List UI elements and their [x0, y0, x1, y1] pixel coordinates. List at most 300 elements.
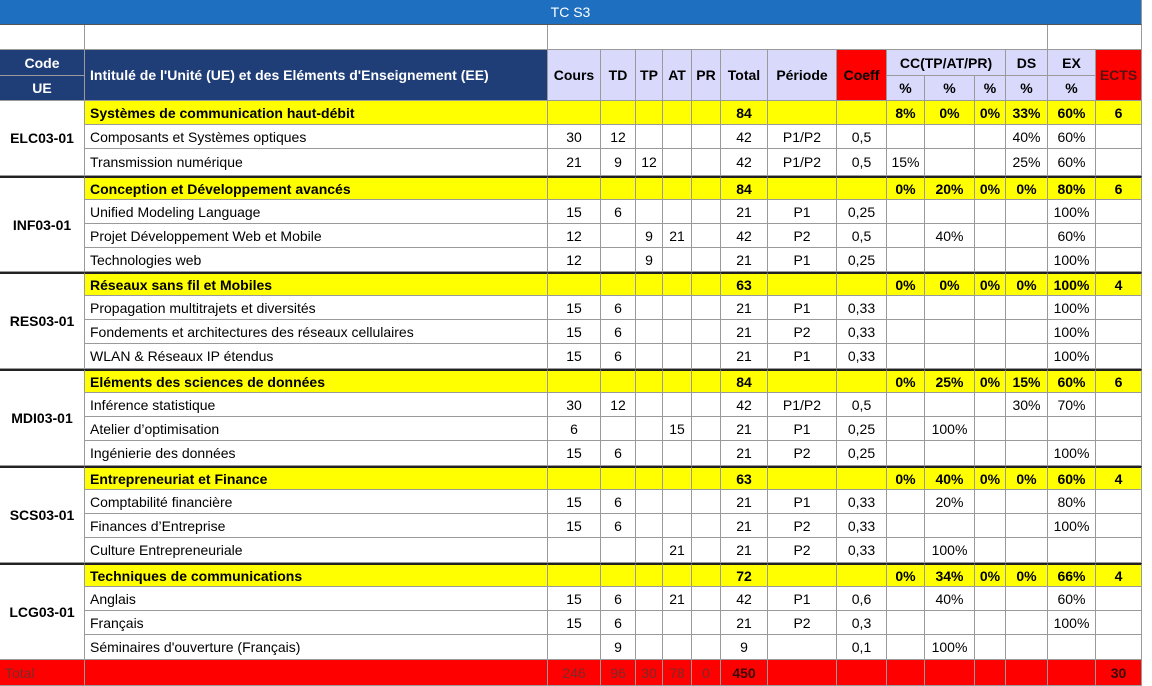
ee-cell-periode[interactable]: P1 — [768, 200, 837, 224]
ue-title[interactable]: Techniques de communications — [85, 563, 548, 587]
sheet-title[interactable]: TC S3 — [0, 0, 1142, 25]
ee-cell-td[interactable] — [601, 417, 636, 441]
ue-cell-coeff[interactable] — [837, 369, 887, 393]
ee-cell-cours[interactable]: 15 — [548, 611, 601, 635]
ee-cell-ds[interactable] — [1006, 296, 1048, 320]
ue-cell-at[interactable] — [663, 466, 692, 490]
ee-cell-td[interactable]: 6 — [601, 320, 636, 344]
ee-cell-total[interactable]: 42 — [721, 587, 768, 611]
ue-cell-ects[interactable]: 6 — [1096, 176, 1142, 200]
ee-cell-total[interactable]: 21 — [721, 417, 768, 441]
ue-code[interactable]: INF03-01 — [0, 176, 85, 272]
ee-cell-at[interactable] — [663, 248, 692, 272]
header-periode[interactable]: Période — [768, 50, 837, 101]
ee-cell-td[interactable]: 6 — [601, 296, 636, 320]
ee-cell-total[interactable]: 21 — [721, 248, 768, 272]
header-at[interactable]: AT — [663, 50, 692, 101]
ue-cell-cc2[interactable]: 25% — [925, 369, 975, 393]
ee-cell-tp[interactable] — [636, 296, 663, 320]
header-tp[interactable]: TP — [636, 50, 663, 101]
ee-cell-ds[interactable] — [1006, 635, 1048, 660]
ee-cell-tp[interactable] — [636, 587, 663, 611]
ee-cell-tp[interactable] — [636, 538, 663, 563]
ee-cell-cc1[interactable] — [887, 248, 925, 272]
ee-cell-cc2[interactable] — [925, 611, 975, 635]
ee-cell-at[interactable] — [663, 490, 692, 514]
ee-cell-total[interactable]: 21 — [721, 344, 768, 369]
ee-cell-coeff[interactable]: 0,5 — [837, 393, 887, 417]
ue-cell-cc1[interactable]: 0% — [887, 466, 925, 490]
ee-cell-cc2[interactable] — [925, 344, 975, 369]
ee-cell-ex[interactable] — [1048, 417, 1096, 441]
ue-cell-at[interactable] — [663, 369, 692, 393]
ee-cell-cc2[interactable] — [925, 200, 975, 224]
ee-cell-at[interactable]: 15 — [663, 417, 692, 441]
ee-cell-total[interactable]: 42 — [721, 224, 768, 248]
ue-cell-ex[interactable]: 66% — [1048, 563, 1096, 587]
ue-cell-tp[interactable] — [636, 563, 663, 587]
ue-cell-td[interactable] — [601, 176, 636, 200]
header-percent[interactable]: % — [975, 76, 1006, 101]
ee-cell-ds[interactable] — [1006, 248, 1048, 272]
ue-cell-periode[interactable] — [768, 369, 837, 393]
total-tp[interactable]: 30 — [636, 660, 663, 686]
ee-cell-cc1[interactable] — [887, 320, 925, 344]
ee-cell-pr[interactable] — [692, 248, 721, 272]
ee-cell-ex[interactable]: 100% — [1048, 248, 1096, 272]
ue-cell-ects[interactable]: 4 — [1096, 272, 1142, 296]
ue-cell-periode[interactable] — [768, 563, 837, 587]
ee-cell-td[interactable]: 12 — [601, 125, 636, 149]
ee-cell-td[interactable] — [601, 538, 636, 563]
ue-cell-cc2[interactable]: 0% — [925, 101, 975, 125]
ee-cell-pr[interactable] — [692, 587, 721, 611]
ee-cell-total[interactable]: 21 — [721, 320, 768, 344]
total-td[interactable]: 96 — [601, 660, 636, 686]
ee-cell-cours[interactable]: 30 — [548, 125, 601, 149]
ee-cell-tp[interactable]: 9 — [636, 248, 663, 272]
ue-title[interactable]: Systèmes de communication haut-débit — [85, 101, 548, 125]
ue-cell-cours[interactable] — [548, 101, 601, 125]
ee-cell-periode[interactable]: P2 — [768, 514, 837, 538]
ee-cell-cc3[interactable] — [975, 587, 1006, 611]
ee-cell-ects[interactable] — [1096, 248, 1142, 272]
ee-cell-periode[interactable]: P2 — [768, 441, 837, 466]
ee-cell-cc2[interactable]: 100% — [925, 635, 975, 660]
ee-cell-cc2[interactable] — [925, 248, 975, 272]
ue-cell-cc2[interactable]: 40% — [925, 466, 975, 490]
ee-cell-cours[interactable]: 15 — [548, 587, 601, 611]
ue-cell-pr[interactable] — [692, 369, 721, 393]
ee-cell-coeff[interactable]: 0,5 — [837, 224, 887, 248]
spacer-cell[interactable] — [85, 25, 548, 50]
ee-cell-at[interactable]: 21 — [663, 587, 692, 611]
ee-cell-periode[interactable]: P2 — [768, 538, 837, 563]
ee-cell-ects[interactable] — [1096, 149, 1142, 176]
ee-cell-coeff[interactable]: 0,33 — [837, 514, 887, 538]
ee-cell-cours[interactable] — [548, 538, 601, 563]
ee-cell-ex[interactable]: 100% — [1048, 344, 1096, 369]
ee-cell-cours[interactable]: 15 — [548, 296, 601, 320]
ue-cell-td[interactable] — [601, 369, 636, 393]
ee-cell-at[interactable]: 21 — [663, 538, 692, 563]
ee-cell-tp[interactable] — [636, 490, 663, 514]
ee-name[interactable]: Composants et Systèmes optiques — [85, 125, 548, 149]
ee-cell-at[interactable] — [663, 125, 692, 149]
ee-cell-cc2[interactable]: 20% — [925, 490, 975, 514]
ue-cell-tp[interactable] — [636, 101, 663, 125]
ee-name[interactable]: Fondements et architectures des réseaux cellulaires — [85, 320, 548, 344]
ee-cell-cc3[interactable] — [975, 320, 1006, 344]
total-cell[interactable] — [887, 660, 925, 686]
ee-cell-cc3[interactable] — [975, 611, 1006, 635]
total-label[interactable]: Total — [0, 660, 85, 686]
ee-name[interactable]: WLAN & Réseaux IP étendus — [85, 344, 548, 369]
ee-cell-td[interactable] — [601, 248, 636, 272]
total-cell[interactable] — [1006, 660, 1048, 686]
ee-cell-cc1[interactable] — [887, 441, 925, 466]
ee-cell-ds[interactable]: 30% — [1006, 393, 1048, 417]
ee-cell-cours[interactable] — [548, 635, 601, 660]
ue-cell-coeff[interactable] — [837, 101, 887, 125]
ee-cell-cours[interactable]: 12 — [548, 224, 601, 248]
ee-cell-ects[interactable] — [1096, 490, 1142, 514]
header-percent[interactable]: % — [1048, 76, 1096, 101]
ee-cell-cc1[interactable]: 15% — [887, 149, 925, 176]
ee-cell-cc3[interactable] — [975, 490, 1006, 514]
total-pr[interactable]: 0 — [692, 660, 721, 686]
ee-cell-ds[interactable]: 40% — [1006, 125, 1048, 149]
ee-cell-total[interactable]: 9 — [721, 635, 768, 660]
header-ex[interactable]: EX — [1048, 50, 1096, 76]
header-intitule[interactable]: Intitulé de l'Unité (UE) et des Eléments d'Enseignement (EE) — [85, 50, 548, 101]
ee-cell-pr[interactable] — [692, 611, 721, 635]
ee-cell-periode[interactable]: P2 — [768, 224, 837, 248]
ee-cell-cc2[interactable] — [925, 393, 975, 417]
ee-cell-ds[interactable] — [1006, 587, 1048, 611]
ee-name[interactable]: Culture Entrepreneuriale — [85, 538, 548, 563]
ee-cell-ex[interactable]: 60% — [1048, 149, 1096, 176]
ee-cell-cc3[interactable] — [975, 635, 1006, 660]
ee-cell-ds[interactable] — [1006, 490, 1048, 514]
ee-cell-ects[interactable] — [1096, 200, 1142, 224]
ee-cell-coeff[interactable]: 0,25 — [837, 441, 887, 466]
ee-cell-at[interactable] — [663, 611, 692, 635]
ue-cell-cours[interactable] — [548, 563, 601, 587]
ee-cell-pr[interactable] — [692, 149, 721, 176]
ee-cell-cours[interactable]: 15 — [548, 514, 601, 538]
ue-cell-cc3[interactable]: 0% — [975, 563, 1006, 587]
total-cell[interactable] — [1048, 660, 1096, 686]
ee-cell-cc1[interactable] — [887, 125, 925, 149]
ue-cell-tp[interactable] — [636, 466, 663, 490]
ee-cell-tp[interactable] — [636, 611, 663, 635]
ee-cell-ects[interactable] — [1096, 224, 1142, 248]
ee-cell-cc2[interactable] — [925, 149, 975, 176]
ue-cell-cc1[interactable]: 0% — [887, 176, 925, 200]
ee-cell-cours[interactable]: 15 — [548, 200, 601, 224]
ee-cell-cc1[interactable] — [887, 393, 925, 417]
ee-cell-cours[interactable]: 21 — [548, 149, 601, 176]
spacer-cell[interactable] — [1048, 25, 1142, 50]
ee-cell-pr[interactable] — [692, 125, 721, 149]
ue-cell-ex[interactable]: 100% — [1048, 272, 1096, 296]
ee-cell-ects[interactable] — [1096, 417, 1142, 441]
ee-cell-ects[interactable] — [1096, 611, 1142, 635]
ue-cell-cc3[interactable]: 0% — [975, 369, 1006, 393]
ee-cell-coeff[interactable]: 0,5 — [837, 125, 887, 149]
ee-cell-ds[interactable] — [1006, 441, 1048, 466]
ee-cell-ex[interactable] — [1048, 538, 1096, 563]
ee-cell-coeff[interactable]: 0,33 — [837, 296, 887, 320]
ee-cell-td[interactable]: 9 — [601, 149, 636, 176]
ue-cell-td[interactable] — [601, 272, 636, 296]
ee-cell-periode[interactable]: P1/P2 — [768, 149, 837, 176]
ee-cell-ex[interactable]: 100% — [1048, 514, 1096, 538]
ee-cell-pr[interactable] — [692, 320, 721, 344]
ee-cell-at[interactable] — [663, 393, 692, 417]
ee-cell-cc3[interactable] — [975, 149, 1006, 176]
total-cell[interactable] — [925, 660, 975, 686]
ee-cell-cc3[interactable] — [975, 417, 1006, 441]
ee-cell-total[interactable]: 42 — [721, 125, 768, 149]
ee-cell-td[interactable]: 9 — [601, 635, 636, 660]
ee-cell-total[interactable]: 21 — [721, 490, 768, 514]
ee-cell-td[interactable]: 6 — [601, 200, 636, 224]
ee-cell-pr[interactable] — [692, 296, 721, 320]
ue-cell-td[interactable] — [601, 101, 636, 125]
ee-cell-pr[interactable] — [692, 490, 721, 514]
ee-cell-coeff[interactable]: 0,33 — [837, 538, 887, 563]
header-cours[interactable]: Cours — [548, 50, 601, 101]
ee-cell-ects[interactable] — [1096, 393, 1142, 417]
ue-cell-cc1[interactable]: 0% — [887, 369, 925, 393]
ee-cell-tp[interactable] — [636, 393, 663, 417]
ee-cell-cours[interactable]: 15 — [548, 344, 601, 369]
ee-cell-cours[interactable]: 15 — [548, 441, 601, 466]
ue-cell-td[interactable] — [601, 466, 636, 490]
total-cell[interactable] — [85, 660, 548, 686]
ee-cell-total[interactable]: 21 — [721, 611, 768, 635]
ue-code[interactable]: MDI03-01 — [0, 369, 85, 466]
ee-cell-pr[interactable] — [692, 635, 721, 660]
ee-cell-at[interactable] — [663, 200, 692, 224]
ue-cell-ds[interactable]: 0% — [1006, 563, 1048, 587]
ee-cell-at[interactable] — [663, 635, 692, 660]
ue-cell-cc1[interactable]: 8% — [887, 101, 925, 125]
ue-cell-periode[interactable] — [768, 176, 837, 200]
ee-cell-coeff[interactable]: 0,1 — [837, 635, 887, 660]
ee-cell-ds[interactable] — [1006, 514, 1048, 538]
ee-cell-ds[interactable] — [1006, 417, 1048, 441]
ue-code[interactable]: RES03-01 — [0, 272, 85, 369]
ee-cell-cc2[interactable]: 40% — [925, 224, 975, 248]
ee-name[interactable]: Séminaires d'ouverture (Français) — [85, 635, 548, 660]
ue-cell-ex[interactable]: 60% — [1048, 369, 1096, 393]
ue-cell-ects[interactable]: 6 — [1096, 369, 1142, 393]
ee-cell-cc1[interactable] — [887, 635, 925, 660]
ue-cell-cours[interactable] — [548, 176, 601, 200]
ue-cell-total[interactable]: 63 — [721, 466, 768, 490]
ue-cell-tp[interactable] — [636, 272, 663, 296]
ue-cell-ds[interactable]: 33% — [1006, 101, 1048, 125]
ee-cell-cc3[interactable] — [975, 441, 1006, 466]
ee-cell-ds[interactable] — [1006, 200, 1048, 224]
ue-cell-total[interactable]: 72 — [721, 563, 768, 587]
header-coeff[interactable]: Coeff — [837, 50, 887, 101]
ue-cell-cc3[interactable]: 0% — [975, 466, 1006, 490]
ue-cell-cc1[interactable]: 0% — [887, 272, 925, 296]
ue-cell-tp[interactable] — [636, 369, 663, 393]
ee-cell-ds[interactable] — [1006, 538, 1048, 563]
ee-cell-coeff[interactable]: 0,5 — [837, 149, 887, 176]
ee-cell-pr[interactable] — [692, 441, 721, 466]
ee-cell-coeff[interactable]: 0,33 — [837, 490, 887, 514]
ee-cell-periode[interactable] — [768, 635, 837, 660]
ee-cell-cc2[interactable]: 40% — [925, 587, 975, 611]
ee-cell-pr[interactable] — [692, 344, 721, 369]
ee-cell-total[interactable]: 21 — [721, 200, 768, 224]
ee-cell-total[interactable]: 21 — [721, 441, 768, 466]
ee-cell-coeff[interactable]: 0,25 — [837, 417, 887, 441]
ee-cell-cc2[interactable] — [925, 514, 975, 538]
ue-cell-cours[interactable] — [548, 369, 601, 393]
ee-cell-periode[interactable]: P1 — [768, 248, 837, 272]
total-cell[interactable] — [768, 660, 837, 686]
ue-cell-at[interactable] — [663, 101, 692, 125]
ee-cell-cours[interactable]: 15 — [548, 320, 601, 344]
ue-cell-pr[interactable] — [692, 466, 721, 490]
ee-cell-at[interactable] — [663, 344, 692, 369]
ee-cell-tp[interactable] — [636, 125, 663, 149]
ue-cell-ects[interactable]: 6 — [1096, 101, 1142, 125]
ee-cell-cc3[interactable] — [975, 393, 1006, 417]
ue-cell-cc3[interactable]: 0% — [975, 176, 1006, 200]
ee-cell-ex[interactable]: 60% — [1048, 224, 1096, 248]
ee-cell-total[interactable]: 21 — [721, 514, 768, 538]
ue-cell-ds[interactable]: 0% — [1006, 176, 1048, 200]
ee-name[interactable]: Anglais — [85, 587, 548, 611]
ee-cell-at[interactable] — [663, 514, 692, 538]
ee-cell-cc1[interactable] — [887, 514, 925, 538]
ee-name[interactable]: Propagation multitrajets et diversités — [85, 296, 548, 320]
ee-cell-cours[interactable]: 6 — [548, 417, 601, 441]
ee-cell-cc1[interactable] — [887, 417, 925, 441]
ee-cell-ects[interactable] — [1096, 587, 1142, 611]
ee-cell-ex[interactable]: 60% — [1048, 587, 1096, 611]
ee-cell-ects[interactable] — [1096, 125, 1142, 149]
ue-cell-ds[interactable]: 15% — [1006, 369, 1048, 393]
ee-cell-periode[interactable]: P1 — [768, 490, 837, 514]
ee-cell-periode[interactable]: P2 — [768, 611, 837, 635]
ee-cell-cc3[interactable] — [975, 296, 1006, 320]
ee-cell-periode[interactable]: P1 — [768, 296, 837, 320]
total-cours[interactable]: 246 — [548, 660, 601, 686]
ee-cell-total[interactable]: 21 — [721, 296, 768, 320]
ee-cell-td[interactable] — [601, 224, 636, 248]
ee-cell-tp[interactable] — [636, 344, 663, 369]
ue-cell-cc2[interactable]: 0% — [925, 272, 975, 296]
ee-cell-pr[interactable] — [692, 514, 721, 538]
ee-cell-cc1[interactable] — [887, 296, 925, 320]
header-ects[interactable]: ECTS — [1096, 50, 1142, 101]
ee-cell-cc3[interactable] — [975, 224, 1006, 248]
ue-code[interactable]: SCS03-01 — [0, 466, 85, 563]
ue-cell-periode[interactable] — [768, 272, 837, 296]
header-percent[interactable]: % — [925, 76, 975, 101]
ee-cell-ex[interactable]: 60% — [1048, 125, 1096, 149]
ee-cell-periode[interactable]: P1 — [768, 587, 837, 611]
ee-cell-ex[interactable] — [1048, 635, 1096, 660]
ee-name[interactable]: Technologies web — [85, 248, 548, 272]
ee-cell-tp[interactable] — [636, 514, 663, 538]
ee-name[interactable]: Finances d’Entreprise — [85, 514, 548, 538]
header-ds[interactable]: DS — [1006, 50, 1048, 76]
ee-cell-td[interactable]: 6 — [601, 514, 636, 538]
ee-name[interactable]: Inférence statistique — [85, 393, 548, 417]
ee-cell-ds[interactable] — [1006, 320, 1048, 344]
ee-cell-cc3[interactable] — [975, 200, 1006, 224]
ee-cell-td[interactable]: 6 — [601, 344, 636, 369]
header-ue[interactable]: UE — [0, 76, 85, 101]
ee-cell-td[interactable]: 6 — [601, 441, 636, 466]
ee-cell-cc2[interactable] — [925, 320, 975, 344]
header-code[interactable]: Code — [0, 50, 85, 76]
ee-cell-ex[interactable]: 70% — [1048, 393, 1096, 417]
ee-cell-ects[interactable] — [1096, 538, 1142, 563]
ee-cell-cc1[interactable] — [887, 587, 925, 611]
ee-cell-pr[interactable] — [692, 417, 721, 441]
ee-cell-tp[interactable] — [636, 320, 663, 344]
ee-cell-ds[interactable] — [1006, 611, 1048, 635]
header-percent[interactable]: % — [1006, 76, 1048, 101]
ue-cell-pr[interactable] — [692, 101, 721, 125]
ee-cell-cc1[interactable] — [887, 490, 925, 514]
total-ects[interactable]: 30 — [1096, 660, 1142, 686]
ue-cell-at[interactable] — [663, 176, 692, 200]
ue-cell-ects[interactable]: 4 — [1096, 466, 1142, 490]
ue-cell-coeff[interactable] — [837, 272, 887, 296]
ee-cell-ds[interactable] — [1006, 344, 1048, 369]
ee-cell-cours[interactable]: 30 — [548, 393, 601, 417]
ee-cell-coeff[interactable]: 0,3 — [837, 611, 887, 635]
ee-cell-total[interactable]: 42 — [721, 393, 768, 417]
ee-cell-ex[interactable]: 100% — [1048, 320, 1096, 344]
ue-cell-ex[interactable]: 80% — [1048, 176, 1096, 200]
ee-cell-ects[interactable] — [1096, 514, 1142, 538]
ue-title[interactable]: Entrepreneuriat et Finance — [85, 466, 548, 490]
ee-cell-ex[interactable]: 100% — [1048, 296, 1096, 320]
ee-name[interactable]: Unified Modeling Language — [85, 200, 548, 224]
total-at[interactable]: 78 — [663, 660, 692, 686]
ue-cell-pr[interactable] — [692, 563, 721, 587]
spacer-cell[interactable] — [0, 25, 85, 50]
header-cc[interactable]: CC(TP/AT/PR) — [887, 50, 1006, 76]
ue-cell-ds[interactable]: 0% — [1006, 466, 1048, 490]
ue-cell-total[interactable]: 84 — [721, 101, 768, 125]
header-pr[interactable]: PR — [692, 50, 721, 101]
ue-title[interactable]: Eléments des sciences de données — [85, 369, 548, 393]
ue-cell-total[interactable]: 84 — [721, 369, 768, 393]
ee-cell-pr[interactable] — [692, 538, 721, 563]
ee-name[interactable]: Transmission numérique — [85, 149, 548, 176]
ue-cell-cc1[interactable]: 0% — [887, 563, 925, 587]
ee-cell-ex[interactable]: 100% — [1048, 200, 1096, 224]
ee-cell-cc2[interactable] — [925, 296, 975, 320]
ue-cell-total[interactable]: 63 — [721, 272, 768, 296]
ue-cell-coeff[interactable] — [837, 563, 887, 587]
ee-cell-at[interactable] — [663, 149, 692, 176]
